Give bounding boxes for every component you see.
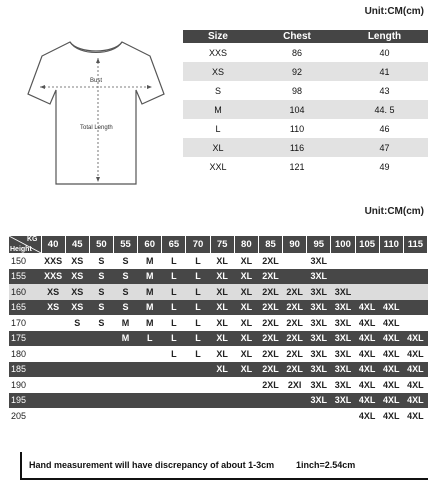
weight-header: 40	[41, 236, 65, 253]
length-cell: 43	[379, 85, 390, 96]
size-recommendation-cell	[65, 346, 89, 362]
size-recommendation-cell	[210, 393, 234, 409]
size-recommendation-cell: S	[113, 269, 137, 285]
height-cell: 160	[9, 284, 41, 300]
size-recommendation-cell: 2XL	[258, 300, 282, 316]
grid-row	[9, 331, 428, 347]
size-row	[183, 119, 428, 138]
size-recommendation-cell	[258, 408, 282, 424]
size-recommendation-cell	[41, 377, 65, 393]
size-recommendation-cell	[355, 269, 379, 285]
header-length: Length	[341, 30, 428, 43]
chest-cell: 92	[253, 62, 341, 81]
discrepancy-note: Hand measurement will have discrepancy of about 1-3cm	[29, 460, 275, 470]
size-recommendation-cell: XL	[234, 331, 258, 347]
length-cell: 49	[379, 161, 390, 172]
size-recommendation-cell	[186, 362, 210, 378]
size-recommendation-cell	[65, 377, 89, 393]
size-recommendation-cell	[65, 331, 89, 347]
size-recommendation-cell	[113, 377, 137, 393]
size-recommendation-cell: L	[186, 346, 210, 362]
size-recommendation-cell: 2XL	[258, 377, 282, 393]
size-recommendation-cell: 3XL	[307, 253, 331, 269]
size-recommendation-cell	[258, 393, 282, 409]
size-recommendation-cell: 4XL	[403, 331, 427, 347]
size-recommendation-cell: 3XL	[307, 315, 331, 331]
size-recommendation-cell	[65, 393, 89, 409]
size-recommendation-cell: XL	[234, 284, 258, 300]
size-recommendation-cell: 4XL	[355, 393, 379, 409]
height-cell: 190	[9, 377, 41, 393]
size-table	[183, 30, 428, 176]
size-recommendation-cell: XL	[234, 362, 258, 378]
size-recommendation-cell: 2XL	[283, 362, 307, 378]
weight-header: 70	[186, 236, 210, 253]
weight-header: 95	[307, 236, 331, 253]
size-recommendation-cell: 3XL	[307, 377, 331, 393]
size-recommendation-cell: S	[113, 253, 137, 269]
size-row	[183, 43, 428, 62]
size-recommendation-cell: 4XL	[355, 315, 379, 331]
size-recommendation-cell	[41, 408, 65, 424]
size-cell: L	[215, 123, 221, 134]
size-recommendation-cell	[89, 362, 113, 378]
size-recommendation-cell: 2XL	[283, 331, 307, 347]
size-recommendation-cell: XL	[210, 331, 234, 347]
grid-row	[9, 408, 428, 424]
height-cell: 185	[9, 362, 41, 378]
size-recommendation-cell: 2XL	[258, 362, 282, 378]
size-recommendation-cell	[162, 377, 186, 393]
weight-header: 100	[331, 236, 355, 253]
size-recommendation-cell: 4XL	[379, 362, 403, 378]
size-recommendation-cell: L	[162, 346, 186, 362]
unit-label-bottom: Unit:CM(cm)	[364, 206, 424, 217]
length-cell: 40	[379, 47, 390, 58]
chest-cell: 116	[253, 138, 341, 157]
size-cell: S	[214, 85, 221, 96]
height-cell: 170	[9, 315, 41, 331]
size-recommendation-cell	[89, 408, 113, 424]
height-cell: 175	[9, 331, 41, 347]
size-recommendation-cell	[403, 284, 427, 300]
size-recommendation-cell	[89, 393, 113, 409]
size-recommendation-cell	[307, 408, 331, 424]
size-recommendation-cell: L	[186, 315, 210, 331]
size-recommendation-cell: S	[113, 300, 137, 316]
size-recommendation-cell: XS	[41, 300, 65, 316]
length-cell: 47	[341, 138, 428, 157]
size-recommendation-cell: XL	[234, 346, 258, 362]
size-recommendation-cell: XS	[65, 253, 89, 269]
size-recommendation-cell	[65, 362, 89, 378]
size-recommendation-cell	[403, 253, 427, 269]
size-recommendation-cell	[113, 346, 137, 362]
size-recommendation-cell: 3XL	[331, 300, 355, 316]
size-recommendation-cell: 3XL	[307, 346, 331, 362]
size-table-wrap	[183, 30, 428, 192]
size-recommendation-cell: 4XL	[355, 362, 379, 378]
weight-header: 50	[89, 236, 113, 253]
height-cell: 180	[9, 346, 41, 362]
size-recommendation-cell: 4XL	[403, 393, 427, 409]
size-recommendation-cell	[355, 284, 379, 300]
size-recommendation-cell: 4XL	[355, 331, 379, 347]
weight-header: 85	[258, 236, 282, 253]
size-recommendation-cell	[138, 362, 162, 378]
note-underline	[20, 478, 428, 480]
size-cell: XL	[183, 138, 253, 157]
grid-row	[9, 346, 428, 362]
grid-header-row	[9, 236, 428, 253]
chest-cell: 110	[289, 123, 305, 134]
size-recommendation-cell: 4XL	[379, 377, 403, 393]
size-recommendation-cell	[162, 362, 186, 378]
size-recommendation-cell: 2XL	[283, 284, 307, 300]
size-recommendation-cell: 3XL	[331, 393, 355, 409]
size-recommendation-cell: 4XL	[379, 393, 403, 409]
weight-header: 80	[234, 236, 258, 253]
size-recommendation-cell: XL	[210, 253, 234, 269]
size-recommendation-cell: S	[89, 269, 113, 285]
size-recommendation-cell: XXS	[41, 253, 65, 269]
size-recommendation-cell	[379, 284, 403, 300]
weight-header: 105	[355, 236, 379, 253]
size-recommendation-cell: L	[162, 269, 186, 285]
header-size: Size	[183, 30, 253, 43]
size-row	[183, 138, 428, 157]
size-row	[183, 81, 428, 100]
size-recommendation-cell: 3XL	[331, 331, 355, 347]
size-recommendation-cell: L	[162, 331, 186, 347]
size-recommendation-cell: L	[162, 253, 186, 269]
size-recommendation-cell	[234, 408, 258, 424]
size-recommendation-cell: M	[138, 284, 162, 300]
size-recommendation-cell: L	[186, 284, 210, 300]
weight-header: 55	[113, 236, 137, 253]
size-cell: M	[183, 100, 253, 119]
size-recommendation-cell	[283, 269, 307, 285]
size-recommendation-cell: 2XL	[283, 315, 307, 331]
size-cell: XXS	[208, 47, 227, 58]
size-recommendation-cell: 3XL	[307, 362, 331, 378]
size-recommendation-cell	[65, 408, 89, 424]
grid-row	[9, 300, 428, 316]
size-recommendation-cell	[41, 331, 65, 347]
size-recommendation-cell	[138, 393, 162, 409]
size-recommendation-cell: 3XL	[307, 269, 331, 285]
size-recommendation-cell: XL	[210, 269, 234, 285]
size-recommendation-cell	[89, 346, 113, 362]
size-recommendation-cell: M	[138, 315, 162, 331]
size-recommendation-cell	[234, 393, 258, 409]
size-recommendation-cell: 3XL	[331, 284, 355, 300]
size-cell: XS	[183, 62, 253, 81]
grid-row	[9, 269, 428, 285]
size-recommendation-cell: 2XL	[258, 253, 282, 269]
size-recommendation-cell: S	[65, 315, 89, 331]
size-recommendation-cell: 3XL	[307, 331, 331, 347]
size-recommendation-cell: XL	[234, 269, 258, 285]
size-recommendation-cell: 4XL	[355, 300, 379, 316]
size-recommendation-cell: XL	[210, 362, 234, 378]
size-recommendation-cell	[283, 253, 307, 269]
size-recommendation-cell	[186, 393, 210, 409]
weight-header: 75	[210, 236, 234, 253]
size-recommendation-cell: 3XL	[331, 377, 355, 393]
size-recommendation-cell	[138, 377, 162, 393]
chest-cell: 104	[253, 100, 341, 119]
size-cell: XXL	[209, 161, 227, 172]
tshirt-diagram	[20, 34, 170, 194]
size-recommendation-cell: L	[186, 300, 210, 316]
size-recommendation-cell: M	[113, 331, 137, 347]
size-recommendation-cell: 4XL	[403, 346, 427, 362]
length-cell: 46	[379, 123, 390, 134]
size-recommendation-cell	[41, 393, 65, 409]
unit-label-top: Unit:CM(cm)	[364, 6, 424, 17]
size-recommendation-cell	[403, 300, 427, 316]
grid-row	[9, 284, 428, 300]
chest-cell: 121	[289, 161, 305, 172]
chest-cell: 98	[291, 85, 302, 96]
height-cell: 205	[9, 408, 41, 424]
size-recommendation-cell: L	[162, 315, 186, 331]
size-recommendation-cell	[283, 393, 307, 409]
measurement-note	[20, 452, 428, 480]
size-recommendation-cell: 3XL	[331, 315, 355, 331]
size-recommendation-cell: XS	[65, 269, 89, 285]
weight-header: 60	[138, 236, 162, 253]
height-cell: 155	[9, 269, 41, 285]
grid-body	[9, 253, 428, 424]
size-recommendation-cell: 4XL	[355, 377, 379, 393]
size-recommendation-cell: L	[186, 331, 210, 347]
grid-row	[9, 377, 428, 393]
size-recommendation-cell	[138, 346, 162, 362]
size-recommendation-cell: 2XL	[258, 331, 282, 347]
size-recommendation-cell: L	[186, 253, 210, 269]
size-recommendation-cell: L	[138, 331, 162, 347]
size-recommendation-cell	[283, 408, 307, 424]
size-recommendation-cell: S	[89, 315, 113, 331]
size-recommendation-cell	[113, 393, 137, 409]
size-recommendation-cell: L	[162, 284, 186, 300]
corner-height-label: Height	[10, 246, 32, 253]
length-cell: 41	[341, 62, 428, 81]
weight-header: 65	[162, 236, 186, 253]
size-recommendation-cell	[41, 315, 65, 331]
size-recommendation-cell: 2XL	[258, 269, 282, 285]
size-recommendation-cell: 2XL	[258, 284, 282, 300]
size-recommendation-cell: XL	[234, 300, 258, 316]
size-recommendation-cell	[403, 269, 427, 285]
size-recommendation-cell	[89, 377, 113, 393]
size-row	[183, 157, 428, 176]
size-recommendation-cell: 4XL	[379, 408, 403, 424]
size-recommendation-cell	[186, 377, 210, 393]
size-recommendation-cell: 2XL	[258, 315, 282, 331]
note-bracket	[20, 452, 22, 480]
size-recommendation-cell: M	[138, 253, 162, 269]
grid-row	[9, 393, 428, 409]
size-recommendation-cell	[41, 346, 65, 362]
weight-header: 90	[283, 236, 307, 253]
size-recommendation-cell: XS	[65, 300, 89, 316]
height-cell: 150	[9, 253, 41, 269]
corner-kg-label: KG	[27, 236, 38, 243]
height-cell: 195	[9, 393, 41, 409]
size-recommendation-cell: 3XL	[307, 300, 331, 316]
size-recommendation-cell: 2XL	[283, 346, 307, 362]
size-recommendation-cell: S	[89, 300, 113, 316]
chest-cell: 86	[291, 47, 302, 58]
size-recommendation-cell	[379, 253, 403, 269]
size-recommendation-cell: XL	[210, 284, 234, 300]
size-recommendation-cell: S	[89, 253, 113, 269]
size-recommendation-cell	[138, 408, 162, 424]
size-row	[183, 100, 428, 119]
size-recommendation-cell: 4XL	[379, 300, 403, 316]
height-cell: 165	[9, 300, 41, 316]
size-recommendation-cell	[162, 408, 186, 424]
size-recommendation-cell: 4XL	[403, 377, 427, 393]
size-recommendation-cell	[331, 253, 355, 269]
size-recommendation-cell: L	[162, 300, 186, 316]
size-recommendation-cell: 4XL	[355, 346, 379, 362]
size-recommendation-cell	[113, 408, 137, 424]
size-recommendation-cell: XS	[41, 284, 65, 300]
size-recommendation-cell: M	[138, 300, 162, 316]
size-recommendation-cell: 4XL	[355, 408, 379, 424]
size-recommendation-cell	[210, 408, 234, 424]
weight-header: 110	[379, 236, 403, 253]
length-cell: 44. 5	[341, 100, 428, 119]
size-recommendation-cell: 4XL	[379, 315, 403, 331]
size-recommendation-cell: XL	[210, 300, 234, 316]
size-recommendation-cell: L	[186, 269, 210, 285]
size-recommendation-cell	[403, 315, 427, 331]
size-recommendation-cell	[41, 362, 65, 378]
size-recommendation-cell: 3XL	[307, 284, 331, 300]
grid-row	[9, 362, 428, 378]
size-recommendation-cell: XL	[210, 315, 234, 331]
size-recommendation-cell: XXS	[41, 269, 65, 285]
size-recommendation-cell: M	[113, 315, 137, 331]
bust-label: Bust	[90, 78, 103, 84]
size-recommendation-cell: 2XI	[283, 377, 307, 393]
header-chest: Chest	[253, 30, 341, 43]
size-recommendation-cell: 2XL	[258, 346, 282, 362]
grid-row	[9, 315, 428, 331]
size-recommendation-cell: M	[138, 269, 162, 285]
size-recommendation-cell: XS	[65, 284, 89, 300]
size-recommendation-cell	[379, 269, 403, 285]
size-recommendation-cell	[89, 331, 113, 347]
size-recommendation-cell	[331, 269, 355, 285]
size-recommendation-cell: 4XL	[403, 408, 427, 424]
inch-conversion-note: 1inch=2.54cm	[296, 460, 356, 470]
size-recommendation-cell: 2XL	[283, 300, 307, 316]
size-recommendation-cell: XL	[210, 346, 234, 362]
size-recommendation-cell: XL	[234, 315, 258, 331]
size-recommendation-cell: 4XL	[379, 331, 403, 347]
height-weight-grid	[9, 236, 428, 424]
size-recommendation-cell	[186, 408, 210, 424]
weight-header: 45	[65, 236, 89, 253]
size-recommendation-cell: S	[89, 284, 113, 300]
size-recommendation-cell: 4XL	[379, 346, 403, 362]
grid-row	[9, 253, 428, 269]
size-recommendation-cell	[331, 408, 355, 424]
size-recommendation-cell	[355, 253, 379, 269]
size-recommendation-cell	[113, 362, 137, 378]
size-recommendation-cell	[210, 377, 234, 393]
size-recommendation-cell	[162, 393, 186, 409]
size-recommendation-cell: 4XL	[403, 362, 427, 378]
size-recommendation-cell: 3XL	[331, 362, 355, 378]
size-recommendation-cell	[234, 377, 258, 393]
size-recommendation-cell: 3XL	[307, 393, 331, 409]
size-row	[183, 62, 428, 81]
size-recommendation-cell: XL	[234, 253, 258, 269]
size-recommendation-cell: S	[113, 284, 137, 300]
grid-corner	[9, 236, 41, 253]
size-recommendation-cell: 3XL	[331, 346, 355, 362]
total-length-label: Total Length	[80, 125, 113, 131]
weight-header: 115	[403, 236, 427, 253]
